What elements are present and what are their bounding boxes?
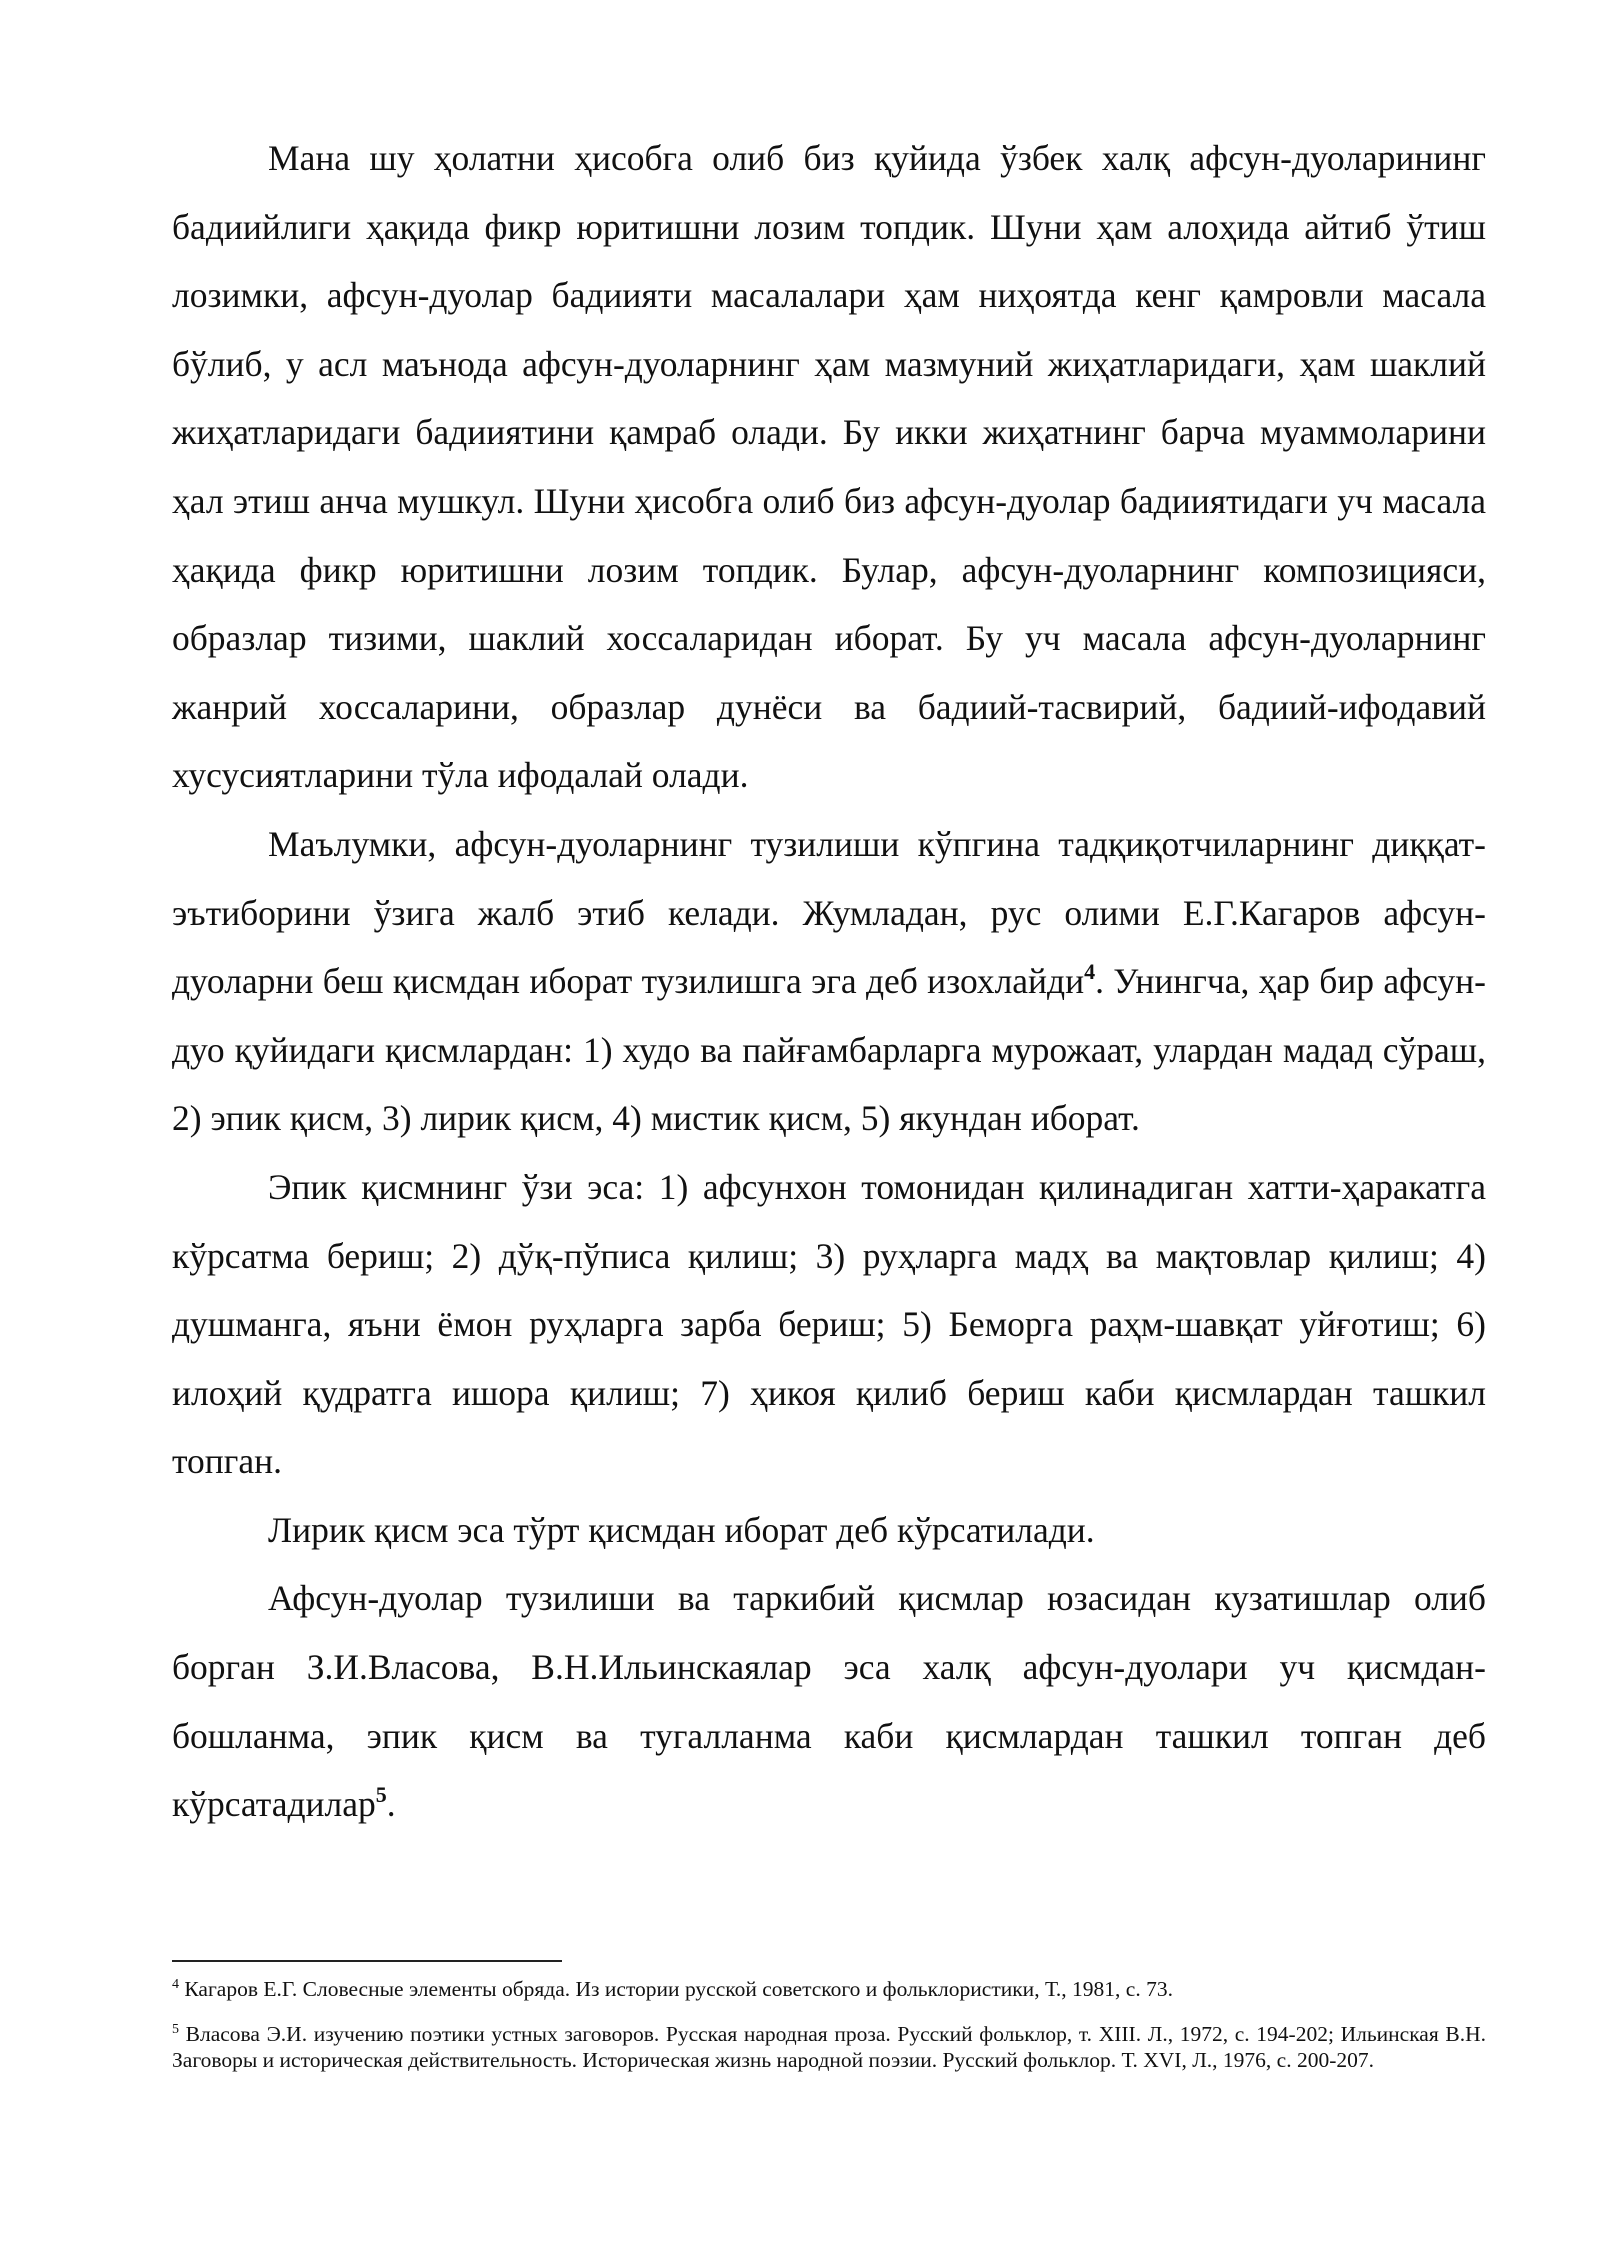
footnote-text: Кагаров Е.Г. Словесные элементы обряда. Из истории русской советского и фольклористики, Т., 1981, с. 73. bbox=[184, 1977, 1173, 2001]
footnote-5 bbox=[172, 2021, 1486, 2074]
paragraph-4-text: Лирик қисм эса тўрт қисмдан иборат деб кўрсатилади. bbox=[268, 1509, 1095, 1550]
paragraph-5-text-before: Афсун-дуолар тузилиши ва таркибий қисмлар юзасидан кузатишлар олиб борган З.И.Власова, В.Н.Ильинскаялар эса халқ афсун-дуолари уч қисмдан-бошланма, эпик қисм ва тугалланма каби қисмлардан ташкил топган деб кўрсатадилар bbox=[172, 1578, 1486, 1825]
footnote-ref-5[interactable]: 5 bbox=[375, 1782, 387, 1808]
paragraph-2-text-before: Маълумки, афсун-дуоларнинг тузилиши кўпгина тадқиқотчиларнинг диққат-эътиборини ўзига жалб этиб келади. Жумладан, рус олими Е.Г.Кагаров афсун-дуоларни беш қисмдан иборат тузилишга эга деб изохлайди bbox=[172, 823, 1486, 1002]
footnote-number: 4 bbox=[172, 1977, 179, 1992]
paragraph-1-text: Мана шу ҳолатни ҳисобга олиб биз қуйида ўзбек халқ афсун-дуоларининг бадиийлиги ҳақида фикр юритишни лозим топдик. Шуни ҳам алоҳида айтиб ўтиш лозимки, афсун-дуолар бадиияти масалалари ҳам ниҳоятда кенг қамровли масала бўлиб, у асл маънода афсун-дуоларнинг ҳам мазмуний жиҳатларидаги, ҳам шаклий жиҳатларидаги бадииятини қамраб олади. Бу икки жиҳатнинг барча муаммоларини ҳал этиш анча мушкул. Шуни ҳисобга олиб биз афсун-дуолар бадииятидаги уч масала ҳақида фикр юритишни лозим топдик. Булар, афсун-дуоларнинг композицияси, образлар тизими, шаклий хоссаларидан иборат. Бу уч масала афсун-дуоларнинг жанрий хоссаларини, образлар дунёси ва бадиий-тасвирий, бадиий-ифодавий хусусиятларини тўла ифодалай олади. bbox=[172, 138, 1486, 796]
main-text bbox=[172, 124, 1486, 1839]
footnotes-section bbox=[172, 1976, 1486, 2092]
footnote-separator bbox=[172, 1960, 562, 1962]
paragraph-1 bbox=[172, 124, 1486, 810]
paragraph-2 bbox=[172, 810, 1486, 1153]
paragraph-3 bbox=[172, 1153, 1486, 1496]
paragraph-5 bbox=[172, 1564, 1486, 1838]
footnote-text: Власова Э.И. изучению поэтики устных заговоров. Русская народная проза. Русский фольклор, т. XIII. Л., 1972, с. 194-202; Ильинская В.Н. Заговоры и историческая действительность. Историческая жизнь народной поэзии. Русский фольклор. Т. XVI, Л., 1976, с. 200-207. bbox=[172, 2021, 1487, 2072]
paragraph-4 bbox=[172, 1496, 1486, 1565]
paragraph-2-text-after: . Унингча, ҳар бир афсун-дуо қуйидаги қисмлардан: 1) худо ва пайғамбарларга мурожаат, улардан мадад сўраш, 2) эпик қисм, 3) лирик қисм, 4) мистик қисм, 5) якундан иборат. bbox=[172, 961, 1486, 1139]
paragraph-3-text: Эпик қисмнинг ўзи эса: 1) афсунхон томонидан қилинадиган хатти-ҳаракатга кўрсатма бериш; 2) дўқ-пўписа қилиш; 3) руҳларга мадҳ ва мақтовлар қилиш; 4) душманга, яъни ёмон руҳларга зарба бериш; 5) Беморга раҳм-шавқат уйғотиш; 6) илоҳий қудратга ишора қилиш; 7) ҳикоя қилиб бериш каби қисмлардан ташкил топган. bbox=[172, 1166, 1486, 1482]
footnote-4 bbox=[172, 1976, 1486, 2003]
footnote-ref-4[interactable]: 4 bbox=[1084, 959, 1096, 985]
paragraph-5-text-after: . bbox=[386, 1784, 396, 1825]
footnote-number: 5 bbox=[172, 2021, 179, 2037]
